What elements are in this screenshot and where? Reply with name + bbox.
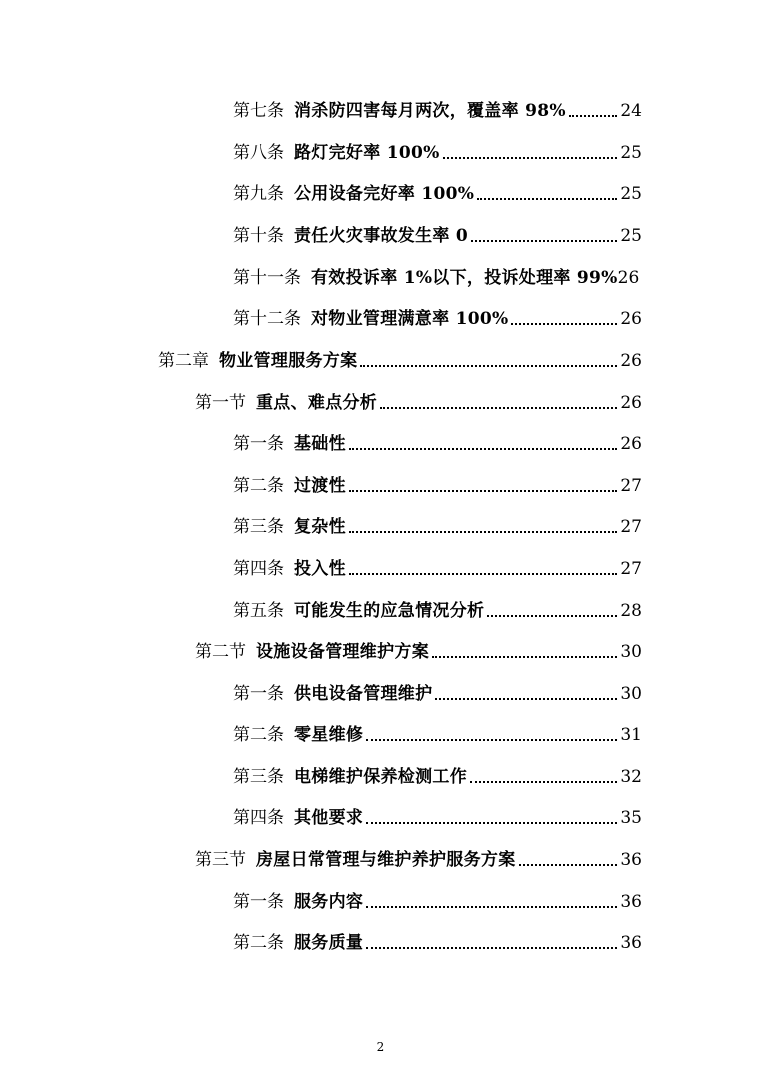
entry-page-number: 36: [620, 850, 642, 870]
toc-entry-section[interactable]: [195, 385, 642, 413]
toc-entry[interactable]: [233, 759, 642, 787]
toc-entry-section[interactable]: [195, 842, 642, 870]
entry-number: 第三条: [233, 767, 284, 787]
entry-page-number: 30: [620, 642, 642, 662]
entry-number: 第五条: [233, 601, 284, 621]
dot-leader: [366, 905, 617, 908]
entry-number: 第一条: [233, 892, 284, 912]
entry-page-number: 28: [620, 601, 642, 621]
dot-leader: [569, 114, 618, 117]
entry-number: 第四条: [233, 559, 284, 579]
entry-number: 第二条: [233, 725, 284, 745]
entry-title: 过渡性: [294, 476, 346, 496]
entry-page-number: 24: [620, 101, 642, 121]
toc-entry[interactable]: [233, 509, 642, 537]
dot-leader: [349, 572, 617, 575]
toc-entry[interactable]: [233, 468, 642, 496]
entry-title: 供电设备管理维护: [294, 684, 433, 704]
entry-number: 第二条: [233, 933, 284, 953]
entry-page-number: 32: [620, 767, 642, 787]
dot-leader: [349, 489, 617, 492]
entry-title: 复杂性: [294, 517, 346, 537]
entry-page-number: 31: [620, 725, 642, 745]
entry-title: 房屋日常管理与维护养护服务方案: [256, 850, 516, 870]
entry-title: 投入性: [294, 559, 346, 579]
entry-number: 第十一条: [233, 268, 301, 288]
entry-title: 可能发生的应急情况分析: [294, 601, 485, 621]
entry-number: 第九条: [233, 184, 284, 204]
entry-page-number: 25: [620, 226, 642, 246]
entry-page-number: 35: [620, 808, 642, 828]
page-number: 2: [376, 1040, 385, 1054]
dot-leader: [349, 447, 617, 450]
dot-leader: [366, 821, 617, 824]
dot-leader: [477, 197, 617, 200]
entry-page-number: 25: [620, 184, 642, 204]
entry-page-number: 26: [620, 393, 642, 413]
entry-title: 路灯完好率 100%: [294, 143, 440, 163]
entry-title: 对物业管理满意率 100%: [311, 309, 509, 329]
toc-entry[interactable]: [233, 176, 642, 204]
dot-leader: [435, 697, 617, 700]
toc-entry[interactable]: [233, 218, 642, 246]
dot-leader: [380, 406, 617, 409]
dot-leader: [366, 738, 617, 741]
entry-title: 设施设备管理维护方案: [256, 642, 429, 662]
dot-leader: [443, 156, 618, 159]
entry-title: 其他要求: [294, 808, 364, 828]
entry-number: 第一条: [233, 684, 284, 704]
entry-title: 公用设备完好率 100%: [294, 184, 475, 204]
entry-number: 第十二条: [233, 309, 301, 329]
entry-title: 有效投诉率 1%以下，投诉处理率 99%: [311, 268, 618, 288]
entry-page-number: 36: [620, 933, 642, 953]
toc-entry[interactable]: [233, 593, 642, 621]
toc-entry[interactable]: [233, 301, 642, 329]
entry-title: 物业管理服务方案: [219, 351, 358, 371]
toc-entry[interactable]: [233, 551, 642, 579]
entry-number: 第十条: [233, 226, 284, 246]
entry-number: 第三条: [233, 517, 284, 537]
entry-number: 第七条: [233, 101, 284, 121]
toc-entry-chapter[interactable]: [158, 343, 642, 371]
entry-number: 第八条: [233, 143, 284, 163]
dot-leader: [471, 239, 617, 242]
entry-number: 第一条: [233, 434, 284, 454]
entry-page-number: 27: [620, 517, 642, 537]
entry-number: 第二条: [233, 476, 284, 496]
entry-number: 第四条: [233, 808, 284, 828]
dot-leader: [360, 364, 617, 367]
entry-title: 电梯维护保养检测工作: [294, 767, 467, 787]
dot-leader: [511, 322, 617, 325]
toc-entry[interactable]: [233, 135, 642, 163]
toc-entry[interactable]: [233, 717, 642, 745]
dot-leader: [470, 780, 617, 783]
toc-entry-section[interactable]: [195, 634, 642, 662]
toc-entry[interactable]: [233, 426, 642, 454]
entry-page-number: 27: [620, 476, 642, 496]
entry-page-number: 30: [620, 684, 642, 704]
entry-number: 第二章: [158, 351, 209, 371]
dot-leader: [349, 530, 617, 533]
entry-title: 服务质量: [294, 933, 364, 953]
dot-leader: [366, 946, 617, 949]
toc-entry[interactable]: [233, 676, 642, 704]
dot-leader: [432, 655, 617, 658]
entry-page-number: 27: [620, 559, 642, 579]
entry-title: 责任火灾事故发生率 0: [294, 226, 469, 246]
entry-title: 重点、难点分析: [256, 393, 378, 413]
entry-title: 基础性: [294, 434, 346, 454]
entry-title: 服务内容: [294, 892, 364, 912]
dot-leader: [519, 863, 618, 866]
entry-page-number: 26: [620, 434, 642, 454]
entry-number: 第二节: [195, 642, 246, 662]
entry-page-number: 26: [620, 351, 642, 371]
entry-title: 零星维修: [294, 725, 364, 745]
entry-page-number: 25: [620, 143, 642, 163]
entry-page-number: 26: [620, 309, 642, 329]
toc-entry[interactable]: [233, 800, 642, 828]
toc-entry[interactable]: [233, 260, 642, 288]
entry-title: 消杀防四害每月两次，覆盖率 98%: [294, 101, 566, 121]
entry-number: 第三节: [195, 850, 246, 870]
toc-entry[interactable]: [233, 884, 642, 912]
entry-page-number: 26: [617, 268, 640, 288]
toc-entry[interactable]: [233, 93, 642, 121]
entry-page-number: 36: [620, 892, 642, 912]
dot-leader: [487, 614, 617, 617]
toc-entry[interactable]: [233, 925, 642, 953]
entry-number: 第一节: [195, 393, 246, 413]
